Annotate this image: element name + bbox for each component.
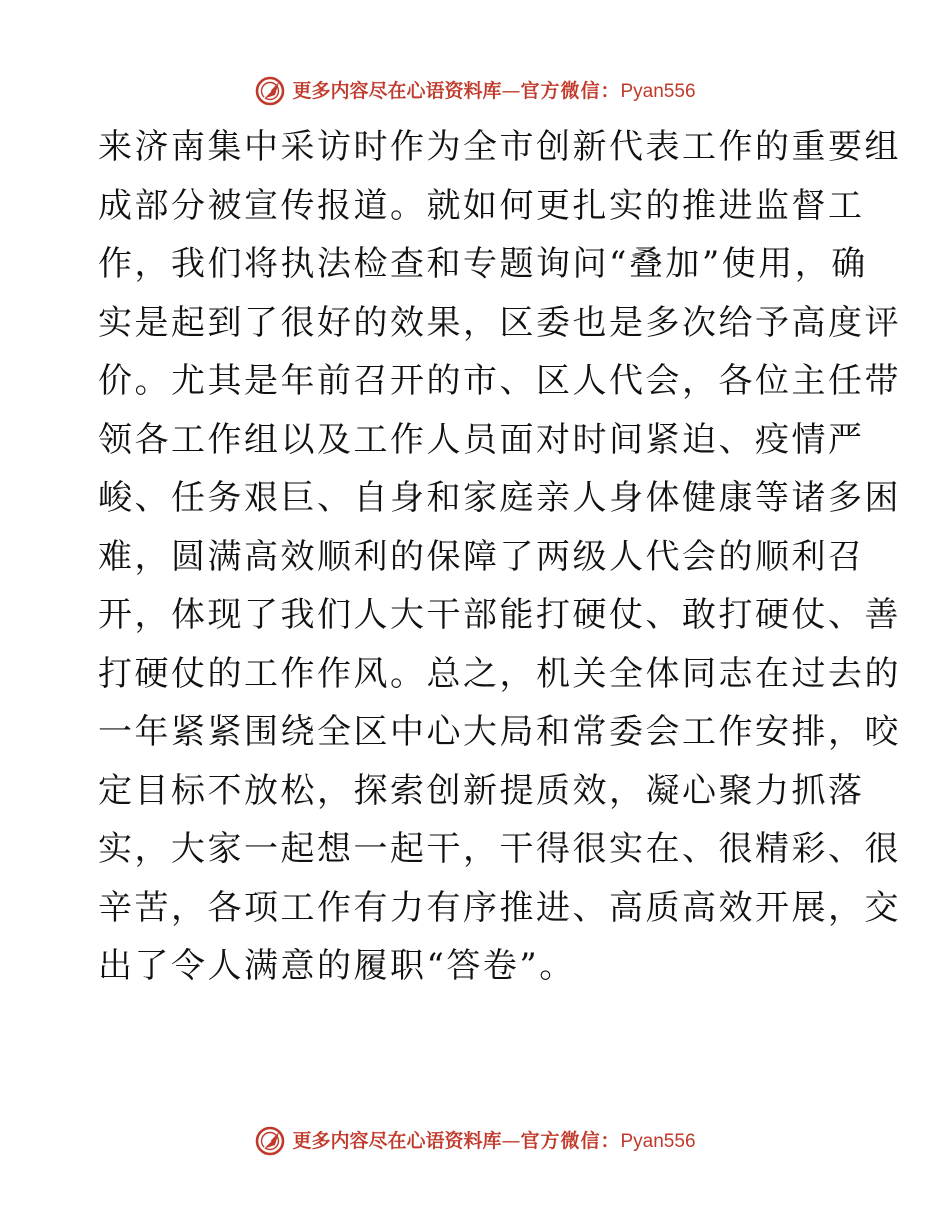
- body-line: 出了令人满意的履职“答卷”。: [98, 946, 576, 986]
- header-banner-dash: —: [501, 79, 521, 102]
- footer-banner-text: [292, 1129, 696, 1152]
- document-body: [98, 118, 901, 996]
- body-line: 打硬仗的工作作风。总之，机关全体同志在过去的: [98, 653, 901, 694]
- footer-banner-main-text: 更多内容尽在心语资料库: [292, 1129, 502, 1152]
- header-banner-account: Pyan556: [620, 80, 696, 102]
- body-line: 难，圆满高效顺利的保障了两级人代会的顺利召: [98, 536, 865, 577]
- header-banner-text: [292, 79, 696, 102]
- footer-banner-dash: —: [501, 1129, 521, 1152]
- body-line: 成部分被宣传报道。就如何更扎实的推进监督工: [98, 185, 865, 226]
- footer-banner-account: Pyan556: [620, 1130, 696, 1152]
- body-line: 实是起到了很好的效果，区委也是多次给予高度评: [98, 302, 901, 343]
- body-line: 来济南集中采访时作为全市创新代表工作的重要组: [98, 127, 901, 167]
- body-line: 一年紧紧围绕全区中心大局和常委会工作安排，咬: [98, 712, 901, 752]
- header-banner: [0, 74, 950, 108]
- quill-pen-logo-icon: [254, 1125, 286, 1157]
- header-banner-main-text: 更多内容尽在心语资料库: [292, 79, 502, 102]
- body-line: 定目标不放松，探索创新提质效，凝心聚力抓落: [98, 770, 865, 811]
- body-line: 峻、任务艰巨、自身和家庭亲人身体健康等诸多困: [98, 478, 901, 518]
- body-line: 领各工作组以及工作人员面对时间紧迫、疫情严: [98, 419, 865, 460]
- body-line: 价。尤其是年前召开的市、区人代会，各位主任带: [98, 361, 901, 401]
- body-line: 作，我们将执法检查和专题询问“叠加”使用，确: [98, 244, 868, 284]
- body-line: 实，大家一起想一起干，干得很实在、很精彩、很: [98, 829, 901, 869]
- body-line: 辛苦，各项工作有力有序推进、高质高效开展，交: [98, 887, 901, 928]
- header-banner-label: 官方微信：: [520, 79, 621, 102]
- quill-pen-logo-icon: [254, 75, 286, 107]
- footer-banner-label: 官方微信：: [520, 1129, 621, 1152]
- footer-banner: [0, 1124, 950, 1158]
- body-line: 开，体现了我们人大干部能打硬仗、敢打硬仗、善: [98, 595, 901, 635]
